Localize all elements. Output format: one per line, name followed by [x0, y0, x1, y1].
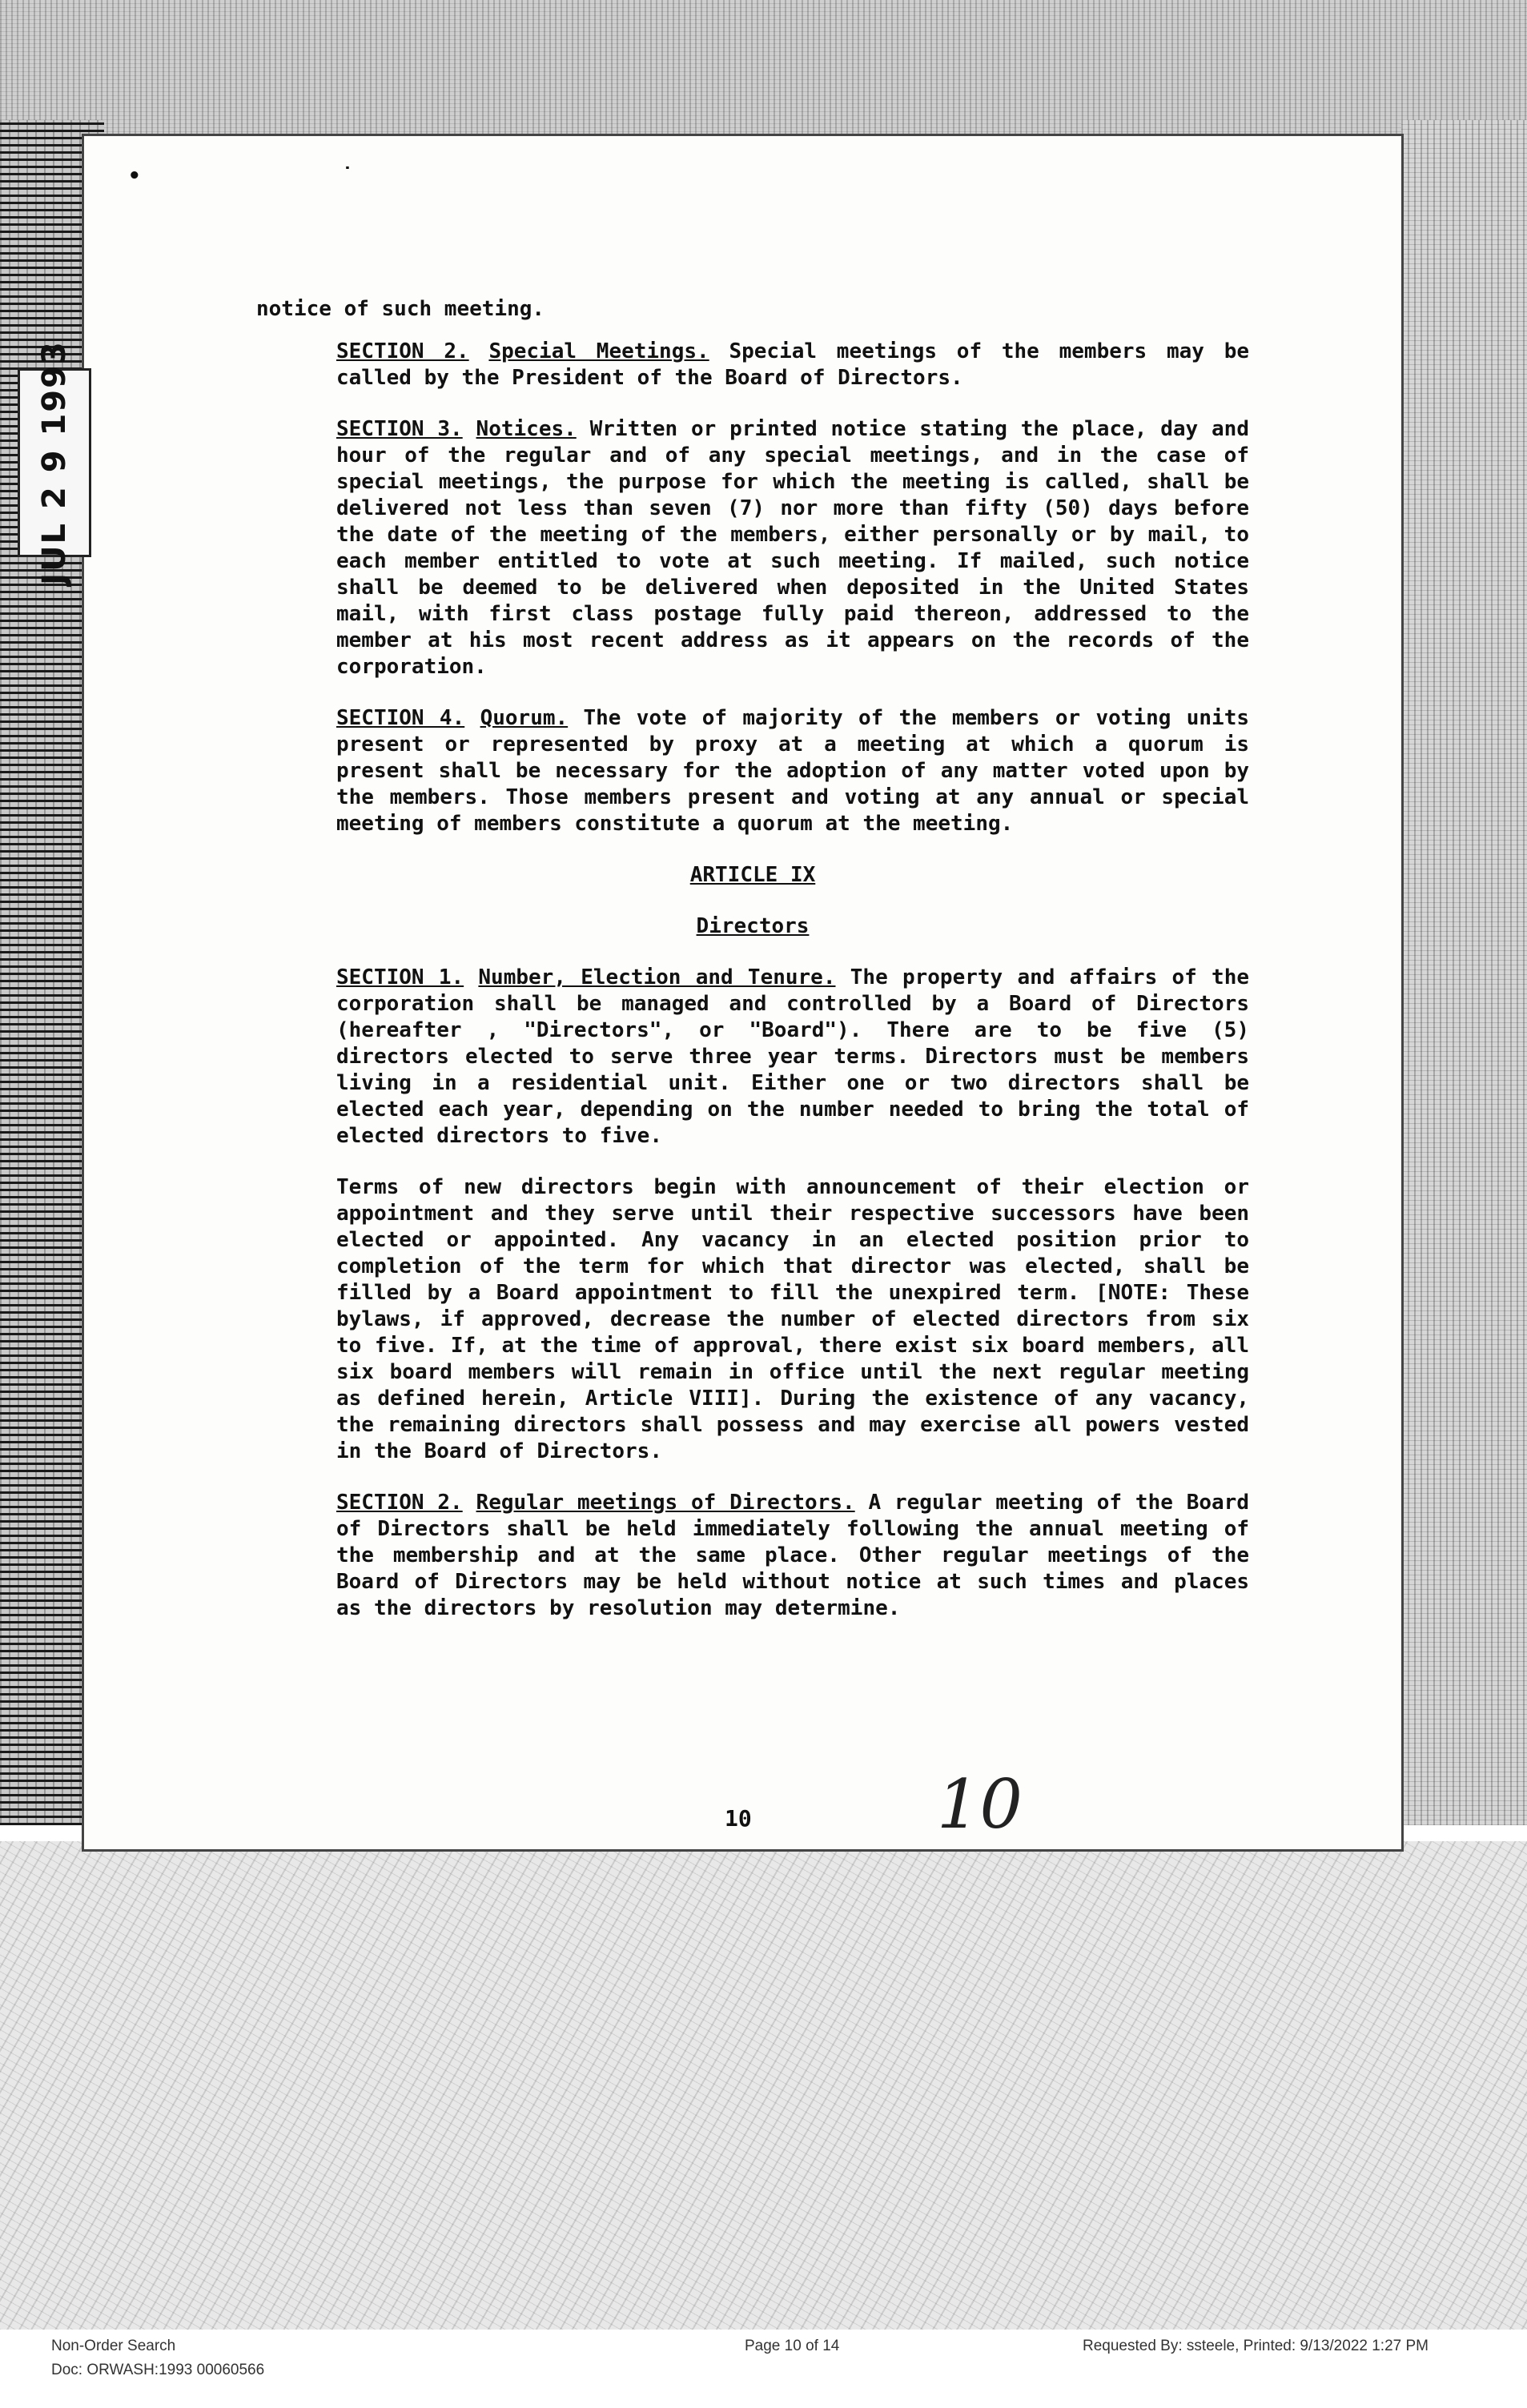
article-ix-section-1	[256, 965, 1249, 1150]
section-title: Quorum.	[480, 706, 569, 730]
document-body	[256, 296, 1249, 1647]
section-text: The vote of majority of the members or voting units present or represented by proxy at a meeting at which a quorum is present shall be necessary for the adoption of any matter voted upon by the members. Those members present and voting at any annual or special meeting of members constitute a quorum at the meeting.	[336, 706, 1249, 836]
article-ix-section-2	[256, 1490, 1249, 1622]
scan-noise-bottom	[0, 1841, 1527, 2330]
footer-page-count: Page 10 of 14	[745, 2338, 840, 2354]
terms-paragraph: Terms of new directors begin with announcement of their election or appointment and they serve until their respective successors have been elected or appointed. Any vacancy in an elected position prior to completion of the term for which that director was elected, shall be filled by a Board appointment to fill the unexpired term. [NOTE: These bylaws, if approved, decrease the number of elected directors from six to five. If, at the time of approval, there exist six board members, all six board members will remain in office until the next regular meeting as defined herein, Article VIII]. During the existence of any vacancy, the remaining directors shall possess and may exercise all powers vested in the Board of Directors.	[336, 1175, 1249, 1463]
handwritten-page-number: 10	[937, 1765, 1023, 1844]
footer-doc-id: Doc: ORWASH:1993 00060566	[51, 2362, 265, 2378]
article-subheading-text: Directors	[696, 914, 810, 938]
intro-line: notice of such meeting.	[256, 297, 545, 321]
article-heading-text: ARTICLE IX	[689, 863, 816, 887]
article-viii-section-3	[256, 416, 1249, 680]
scan-noise-right	[1401, 120, 1527, 1825]
section-text: Written or printed notice stating the place, day and hour of the regular and of any special meetings, and in the case of special meetings, the purpose for which the meeting is called, shall be delivered not less than seven (7) nor more than fifty (50) days before the date of the meeting of the members, either personally or by mail, to each member entitled to vote at such meeting. If mailed, such notice shall be deemed to be delivered when deposited in the United States mail, with first class postage fully paid thereon, addressed to the member at his most recent address as it appears on the records of the corporation.	[336, 417, 1249, 679]
section-title: Regular meetings of Directors.	[476, 1491, 855, 1515]
page-number: 10	[725, 1805, 752, 1832]
date-stamp	[18, 340, 91, 585]
footer-requested-by: Requested By: ssteele, Printed: 9/13/2022 1:27 PM	[1083, 2338, 1429, 2354]
section-label: SECTION 1.	[336, 965, 464, 989]
section-label: SECTION 2.	[336, 339, 469, 363]
scan-specks: • ˙	[128, 164, 354, 188]
section-label: SECTION 2.	[336, 1491, 463, 1515]
article-viii-section-2	[256, 339, 1249, 391]
article-subheading	[256, 913, 1249, 940]
section-title: Special Meetings.	[488, 339, 709, 363]
article-viii-section-4	[256, 705, 1249, 837]
section-title: Notices.	[476, 417, 577, 441]
article-heading	[256, 862, 1249, 889]
footer-search-type: Non-Order Search	[51, 2338, 176, 2354]
section-text: The property and affairs of the corporation shall be managed and controlled by a Board of Directors (hereafter , "Directors", or "Board"). There are to be five (5) directors elected to serve three year terms. Directors must be members living in a residential unit. Either one or two directors shall be elected each year, depending on the number needed to bring the total of elected directors to five.	[336, 965, 1250, 1148]
section-text: Special meetings of the members may be called by the President of the Board of Directors.	[336, 339, 1250, 390]
section-label: SECTION 3.	[336, 417, 463, 441]
section-text: A regular meeting of the Board of Directors shall be held immediately following the annual meeting of the membership and at the same place. Other regular meetings of the Board of Directors may be held without notice at such times and places as the directors by resolution may determine.	[336, 1491, 1249, 1620]
date-stamp-text: JUL 2 9 1993	[36, 340, 73, 585]
section-label: SECTION 4.	[336, 706, 465, 730]
section-title: Number, Election and Tenure.	[478, 965, 836, 989]
